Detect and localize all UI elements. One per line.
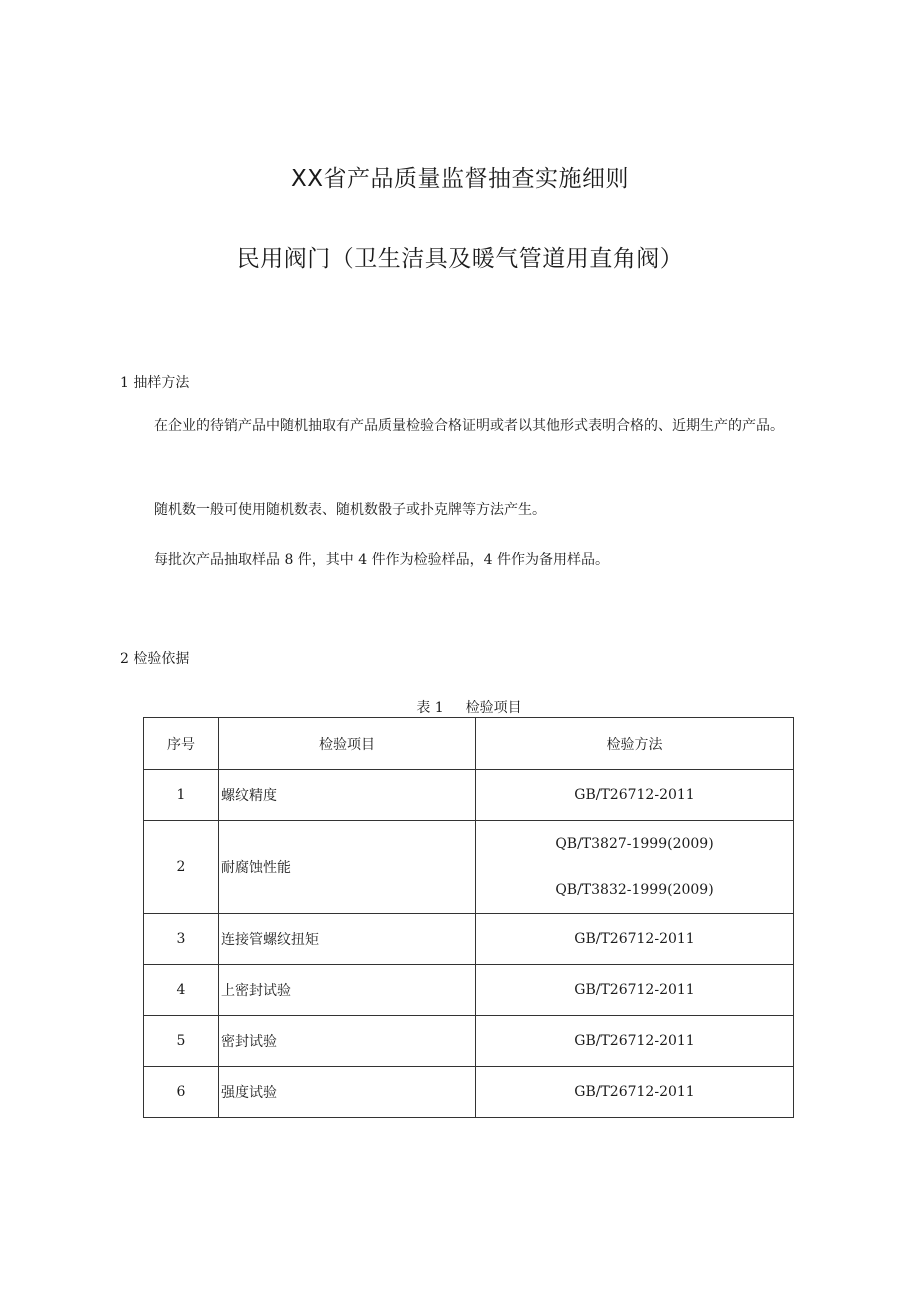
inspection-table [143, 717, 794, 1118]
paragraph: 每批次产品抽取样品 8 件，其中 4 件作为检验样品，4 件作为备用样品。 [154, 552, 609, 568]
header-method: 检验方法 [476, 718, 794, 770]
paragraph: 在企业的待销产品中随机抽取有产品质量检验合格证明或者以其他形式表明合格的、近期生产的产品。 [154, 418, 784, 434]
table-caption-label: 表 1 [416, 700, 444, 716]
row-method: GB/T26712-2011 [476, 770, 794, 821]
document-subtitle: 民用阀门（卫生洁具及暖气管道用直角阀） [236, 246, 684, 272]
table-header-row [144, 718, 794, 770]
table-row [144, 965, 794, 1016]
row-method: GB/T26712-2011 [476, 1016, 794, 1067]
table-caption [0, 697, 920, 717]
row-item: 上密封试验 [219, 965, 476, 1016]
row-method: GB/T26712-2011 [476, 965, 794, 1016]
section-heading-basis: 2 检验依据 [120, 651, 190, 667]
row-number: 5 [144, 1016, 219, 1067]
table-row [144, 914, 794, 965]
header-no: 序号 [144, 718, 219, 770]
table-row [144, 1067, 794, 1118]
table-caption-title: 检验项目 [465, 700, 522, 716]
row-method: GB/T26712-2011 [476, 914, 794, 965]
row-item: 连接管螺纹扭矩 [219, 914, 476, 965]
section-heading-sampling: 1 抽样方法 [120, 375, 190, 391]
row-item: 强度试验 [219, 1067, 476, 1118]
table-row [144, 1016, 794, 1067]
row-number: 2 [144, 821, 219, 914]
row-number: 3 [144, 914, 219, 965]
row-number: 1 [144, 770, 219, 821]
row-item: 密封试验 [219, 1016, 476, 1067]
header-item: 检验项目 [219, 718, 476, 770]
row-method [476, 821, 794, 914]
row-item: 螺纹精度 [219, 770, 476, 821]
table-row [144, 770, 794, 821]
row-method-line: QB/T3827-1999(2009) [555, 836, 714, 852]
row-number: 6 [144, 1067, 219, 1118]
paragraph: 随机数一般可使用随机数表、随机数骰子或扑克牌等方法产生。 [154, 502, 546, 518]
row-number: 4 [144, 965, 219, 1016]
row-method-line: QB/T3832-1999(2009) [555, 882, 714, 898]
document-title: XX省产品质量监督抽查实施细则 [290, 166, 629, 192]
row-item: 耐腐蚀性能 [219, 821, 476, 914]
table-row [144, 821, 794, 914]
row-method: GB/T26712-2011 [476, 1067, 794, 1118]
